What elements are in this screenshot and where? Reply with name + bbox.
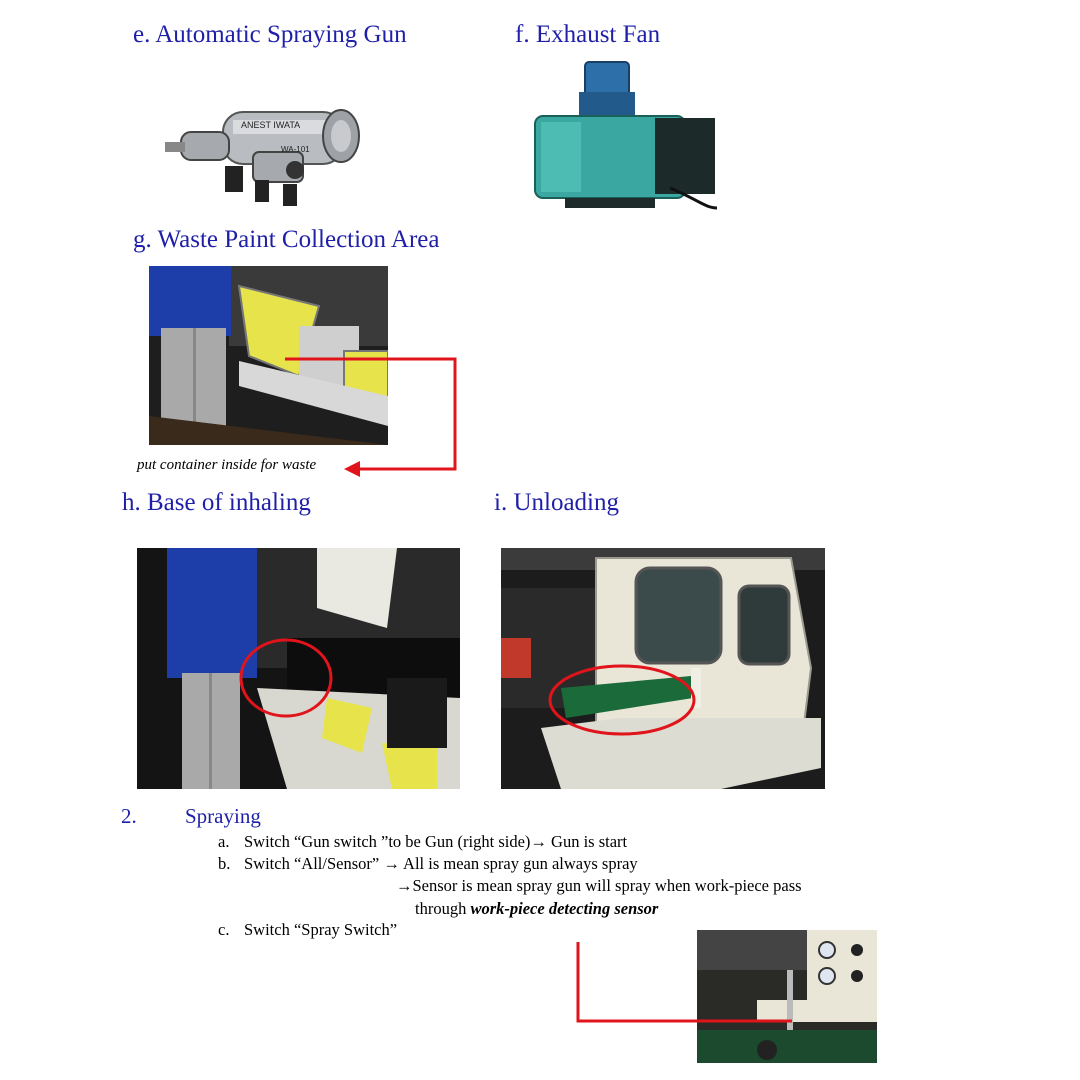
gun-brand-label: ANEST IWATA	[241, 120, 301, 130]
heading-unloading: i. Unloading	[494, 489, 619, 516]
list-item	[218, 854, 638, 874]
list-text: Switch “All/Sensor” → All is mean spray gun always spray	[244, 854, 638, 873]
heading-base-of-inhaling: h. Base of inhaling	[122, 489, 311, 516]
unloading-image	[501, 548, 825, 789]
list-marker: c.	[218, 920, 230, 939]
gun-model-label: WA-101	[281, 145, 310, 154]
list-item-continuation	[415, 899, 658, 919]
heading-waste-paint: g. Waste Paint Collection Area	[133, 226, 440, 253]
heading-exhaust-fan: f. Exhaust Fan	[515, 21, 661, 48]
section-title-spraying: Spraying	[185, 804, 261, 828]
list-item	[218, 920, 397, 940]
list-item-continuation: →Sensor is mean spray gun will spray when work-piece pass	[396, 876, 802, 895]
list-text: Switch “Spray Switch”	[244, 920, 398, 939]
list-text: Switch “Gun switch ”to be Gun (right side)→ Gun is start	[244, 832, 628, 851]
section-number: 2.	[121, 804, 137, 828]
list-marker: b.	[218, 854, 231, 873]
continuation-text: through	[415, 899, 471, 918]
list-item	[218, 832, 627, 852]
waste-arrow-head	[344, 461, 360, 477]
spraying-gun-image	[163, 92, 366, 212]
list-marker: a.	[218, 832, 230, 851]
base-of-inhaling-image	[137, 548, 460, 789]
waste-paint-area-image	[149, 266, 388, 445]
emphasis-text: work-piece detecting sensor	[470, 899, 659, 918]
heading-spraying-gun: e. Automatic Spraying Gun	[133, 21, 407, 48]
spray-switch-image	[697, 930, 877, 1063]
waste-caption: put container inside for waste	[137, 457, 317, 473]
exhaust-fan-image	[505, 58, 718, 210]
